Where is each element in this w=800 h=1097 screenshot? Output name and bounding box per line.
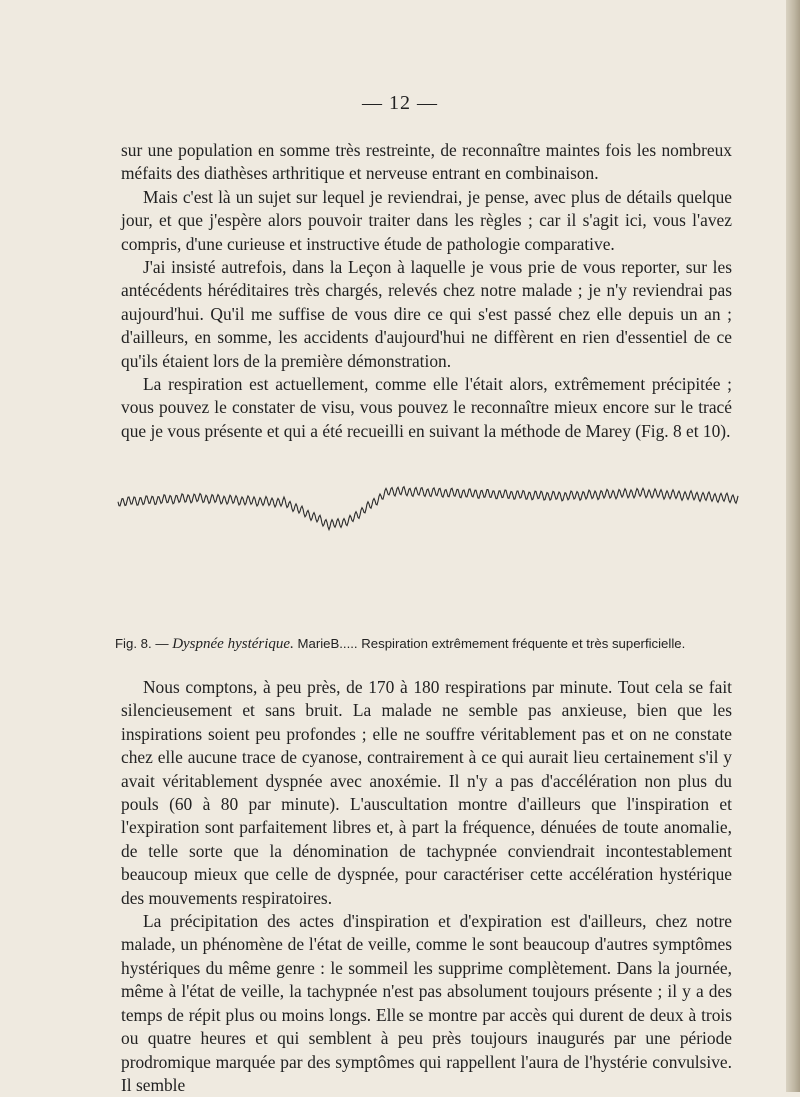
paragraph: Mais c'est là un sujet sur lequel je reviendrai, je pense, avec plus de détails quelque jour, et que j'espère alors pouvoir traiter dans les règles ; car il s'agit ici, vous l'avez compris, d'une curieuse et instructive étude de pathologie comparative. [121,186,732,254]
paragraph: La précipitation des actes d'inspiration et d'expiration est d'ailleurs, chez notre malade, un phénomène de l'état de veille, comme le sont beaucoup d'autres symptômes hystériques du même genre : le sommeil les supprime complètement. Dans la journée, même à l'état de veille, la tachypnée n'est pas absolument toujours présente ; il y a des temps de répit plus ou moins longs. Elle se montre par accès qui durent de deux à trois ou quatre heures et qui semblent à peu près toujours inaugurés par une période prodromique marquée par des symptômes qui rappellent l'aura de l'hystérie convulsive. Il semble [121,911,732,1095]
text-block-top [121,139,732,443]
paragraph: J'ai insisté autrefois, dans la Leçon à laquelle je vous prie de vous reporter, sur les antécédents héréditaires très chargés, relevés chez notre malade ; je n'y reviendrai pas aujourd'hui. Qu'il me suffise de vous dire ce qui s'est passé chez elle depuis un an ; d'ailleurs, en somme, les accidents d'aujourd'hui ne diffèrent en rien d'essentiel de ce qu'ils étaient lors de la première démonstration. [121,257,732,371]
page-number: — 12 — [362,92,438,114]
figure-subject: MarieB..... [297,636,358,651]
figure-caption [115,636,755,653]
paragraph: La respiration est actuellement, comme elle l'était alors, extrêmement précipitée ; vous pouvez le constater de visu, vous pouvez le reconnaître mieux encore sur le tracé que je vous présente et qui a été recueilli en suivant la méthode de Marey (Fig. 8 et 10). [121,374,732,441]
paragraph: Nous comptons, à peu près, de 170 à 180 respirations par minute. Tout cela se fait silencieusement et sans bruit. La malade ne semble pas anxieuse, bien que les inspirations soient peu profondes ; elle ne souffre véritablement pas et on ne constate chez elle aucune trace de cyanose, contrairement à ce qui aurait lieu certainement s'il y avait véritablement dyspnée avec anoxémie. Il n'y a pas d'accélération non plus du pouls (60 à 80 par minute). L'auscultation montre d'ailleurs que l'inspiration et l'expiration sont parfaitement libres et, à part la fréquence, dénuées de toute anomalie, de telle sorte que la dénomination de tachypnée conviendrait incontestablement beaucoup mieux que celle de dyspnée, pour caractériser cette accélération hystérique des mouvements respiratoires. [121,677,732,908]
tracing-line [118,487,738,530]
text-block-bottom [121,676,732,1097]
figure-description: Respiration extrêmement fréquente et très superficielle. [361,636,686,651]
respiration-tracing [114,480,744,536]
paragraph: sur une population en somme très restreinte, de reconnaître maintes fois les nombreux méfaits des diathèses arthritique et nerveuse entrant en combinaison. [121,140,732,184]
figure-number: Fig. 8. [115,636,152,651]
caption-dash: — [155,636,169,651]
page-edge [786,0,800,1092]
figure-title: Dyspnée hystérique. [172,636,294,652]
